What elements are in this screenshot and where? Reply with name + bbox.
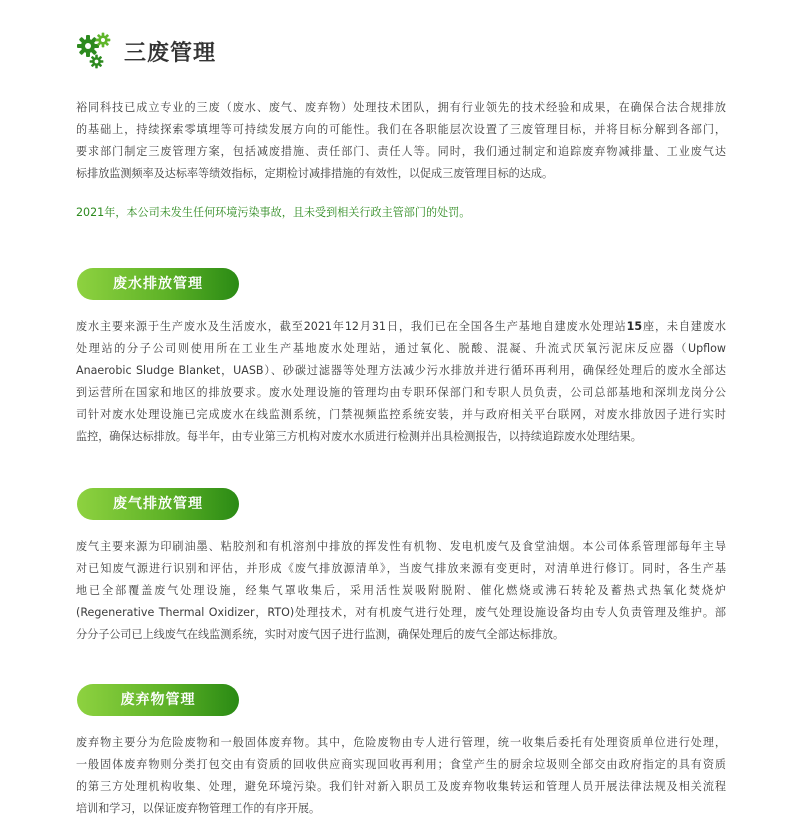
compliance-note-text: 2021年，本公司未发生任何环境污染事故，且未受到相关行政主管部门的处罚。 [76, 206, 471, 219]
section-heading-exhaust: 废气排放管理 [77, 488, 239, 520]
station-count: 15 [626, 320, 643, 333]
text-line: 的基础上，持续探索零填埋等可持续发展方向的可能性。我们在各职能层次设置了三废管理目标，并将目标分解到各部门， [76, 123, 726, 136]
text-line: 要求部门制定三废管理方案，包括减废措施、责任部门、责任人等。同时，我们通过制定和追踪废弃物减排量、工业废气达 [76, 145, 726, 158]
text-line: 标排放监测频率及达标率等绩效指标，定期检讨减排措施的有效性，以促成三废管理目标的达成。 [76, 167, 554, 180]
text-segment: 废水主要来源于生产废水及生活废水，截至2021年12月31日，我们已在全国各生产基地自建废水处理站 [76, 320, 627, 333]
text-line: 司针对废水处理设施已完成废水在线监测系统，门禁视频监控系统安装，并与政府相关平台联网，对废水排放因子进行实时 [76, 408, 726, 421]
intro-paragraph [76, 97, 726, 185]
exhaust-paragraph [76, 536, 726, 646]
compliance-note [76, 202, 726, 224]
text-line: 一般固体废弃物则分类打包交由有资质的回收供应商实现回收再利用；食堂产生的厨余垃圾则全部交由政府指定的具有资质 [76, 758, 726, 771]
text-line: 处理站的分子公司则使用所在工业生产基地废水处理站，通过氧化、脱酸、混凝、升流式厌氧污泥床反应器（Upflow [76, 342, 726, 355]
text-line: (Regenerative Thermal Oxidizer，RTO)处理技术，对有机废气进行处理，废气处理设施设备均由专人负责管理及维护。部 [76, 606, 726, 619]
text-line: 废气主要来源为印刷油墨、粘胶剂和有机溶剂中排放的挥发性有机物、发电机废气及食堂油烟。本公司体系管理部每年主导 [76, 540, 726, 553]
text-line: 裕同科技已成立专业的三废（废水、废气、废弃物）处理技术团队，拥有行业领先的技术经验和成果，在确保合法合规排放 [76, 101, 726, 114]
section-heading-solid-waste: 废弃物管理 [77, 684, 239, 716]
section-heading-wastewater: 废水排放管理 [77, 268, 239, 300]
text-line: 地已全部覆盖废气处理设施，经集气罩收集后，采用活性炭吸附脱附、催化燃烧或沸石转轮及蓄热式热氧化焚烧炉 [76, 584, 726, 597]
text-line: 对已知废气源进行识别和评估，并形成《废气排放源清单》，当废气排放来源有变更时，对清单进行修订。同时，各生产基 [76, 562, 726, 575]
wastewater-paragraph [76, 316, 726, 448]
text-line: Anaerobic Sludge Blanket，UASB）、砂碳过滤器等处理方法减少污水排放并进行循环再利用，确保经处理后的废水全部达 [76, 364, 726, 377]
text-line: 到运营所在国家和地区的排放要求。废水处理设施的管理均由专职环保部门和专职人员负责，公司总部基地和深圳龙岗分公 [76, 386, 726, 399]
gears-icon [76, 32, 112, 70]
page-header [76, 32, 216, 70]
text-segment: 座，未自建废水 [642, 320, 726, 333]
text-line [76, 316, 726, 338]
text-line: 培训和学习，以保证废弃物管理工作的有序开展。 [76, 802, 321, 815]
page-title: 三废管理 [124, 40, 217, 66]
text-line: 分分子公司已上线废气在线监测系统，实时对废气因子进行监测，确保处理后的废气全部达标排放。 [76, 628, 565, 641]
text-line: 的第三方处理机构收集、处理，避免环境污染。我们针对新入职员工及废弃物收集转运和管理人员开展法律法规及相关流程 [76, 780, 726, 793]
solid-waste-paragraph [76, 732, 726, 820]
text-line: 监控，确保达标排放。每半年，由专业第三方机构对废水水质进行检测并出具检测报告，以持续追踪废水处理结果。 [76, 430, 642, 443]
text-line: 废弃物主要分为危险废物和一般固体废弃物。其中，危险废物由专人进行管理，统一收集后委托有处理资质单位进行处理， [76, 736, 726, 749]
